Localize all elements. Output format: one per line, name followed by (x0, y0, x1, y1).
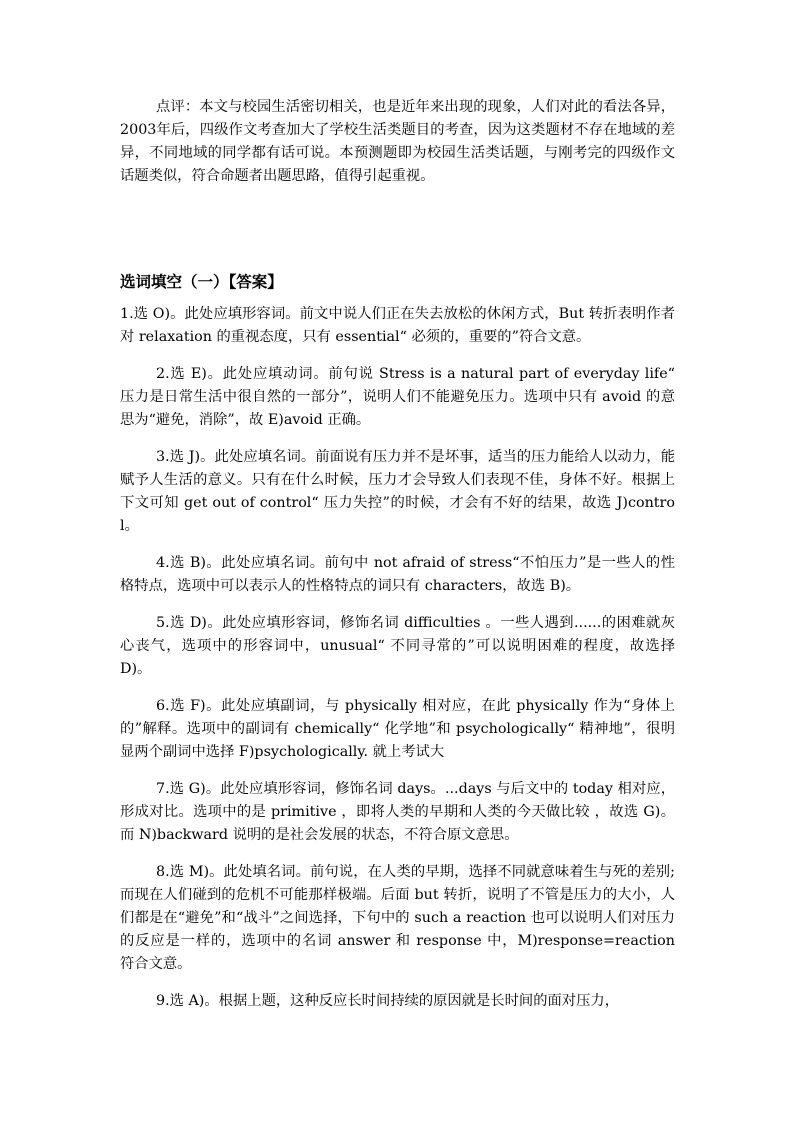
answer-item-8: 8.选 M)。此处填名词。前句说，在人类的早期，选择不同就意味着生与死的差别;而现在人们碰到的危机不可能那样极端。后面 but 转折，说明了不管是压力的大小，人们都是在“避免”和“战斗”之间选择，下句中的 such a reaction 也可以说明人们对压力的反应是一样的，选项中的名词 answer 和 response 中，M)response=reaction 符合文意。 (120, 864, 675, 972)
comment-paragraph: 点评：本文与校园生活密切相关，也是近年来出现的现象，人们对此的看法各异，2003年后，四级作文考查加大了学校生活类题目的考查，因为这类题材不存在地域的差异，不同地域的同学都有话可说。本预测题即为校园生活类话题，与刚考完的四级作文话题类似，符合命题者出题思路，值得引起重视。 (120, 99, 675, 184)
answer-list (120, 303, 675, 1027)
answer-item-1: 1.选 O)。此处应填形容词。前文中说人们正在失去放松的休闲方式，But 转折表明作者对 relaxation 的重视态度，只有 essential“ 必须的，重要的”符合文意。 (120, 306, 675, 345)
answer-item-5: 5.选 D)。此处应填形容词，修饰名词 difficulties 。一些人遇到......的困难就灰心丧气，选项中的形容词中，unusual“ 不同寻常的”可以说明困难的程度，故选择 D)。 (120, 615, 675, 677)
answer-item-6: 6.选 F)。此处应填副词，与 physically 相对应，在此 physically 作为“身体上的”解释。选项中的副词有 chemically“ 化学地”和 psychologically“ 精神地”，很明显两个副词中选择 F)psychologically. 就上考试大 (120, 698, 675, 760)
section-title: 选词填空（一）【答案】 (120, 272, 283, 291)
answer-item-9: 9.选 A)。根据上题，这种反应长时间持续的原因就是长时间的面对压力， (156, 993, 619, 1009)
answer-item-3: 3.选 J)。此处应填名词。前面说有压力并不是坏事，适当的压力能给人以动力，能赋予人生活的意义。只有在什么时候，压力才会导致人们表现不佳，身体不好。根据上下文可知 get out of control“ 压力失控”的时候，才会有不好的结果，故选 J)control。 (120, 449, 675, 534)
answer-item-4: 4.选 B)。此处应填名词。前句中 not afraid of stress“不怕压力”是一些人的性格特点，选项中可以表示人的性格特点的词只有 characters，故选 B)。 (120, 555, 675, 594)
answer-item-7: 7.选 G)。此处应填形容词，修饰名词 days。...days 与后文中的 today 相对应，形成对比。选项中的是 primitive ，即将人类的早期和人类的今天做比较 ，故选 G)。而 N)backward 说明的是社会发展的状态，不符合原文意思。 (120, 781, 675, 843)
answer-item-2: 2.选 E)。此处应填动词。前句说 Stress is a natural part of everyday life“ 压力是日常生活中很自然的一部分”，说明人们不能避免压力。选项中只有 avoid 的意思为“避免，消除”，故 E)avoid 正确。 (120, 366, 675, 428)
